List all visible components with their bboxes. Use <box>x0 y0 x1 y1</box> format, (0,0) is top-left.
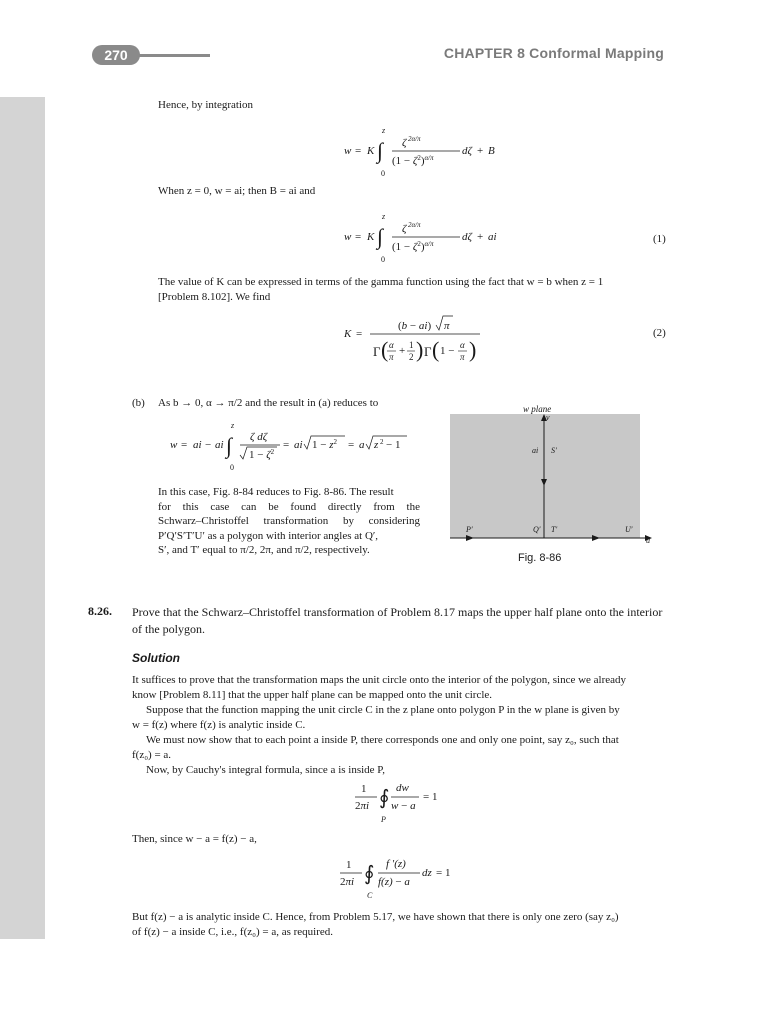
svg-text:π: π <box>444 320 450 332</box>
chapter-title: CHAPTER 8 Conformal Mapping <box>443 45 664 61</box>
svg-text:(1 − ζ2)α/π: $(1 - \zeta^2)^{\alpha/\pi}$ <box>392 240 434 253</box>
figure-P-label: P′ <box>466 525 473 534</box>
svg-text:1: 1 <box>409 340 414 350</box>
equation-cauchy <box>355 778 465 826</box>
part-b-intro: As b → 0, α → π/2 and the result in (a) reduces to <box>158 397 379 409</box>
svg-text:α: α <box>389 340 394 350</box>
page-number-badge: 270 <box>92 45 140 65</box>
svg-text:∫: ∫ <box>377 224 384 249</box>
svg-text:+: + <box>477 145 484 157</box>
svg-text:π: π <box>389 352 394 362</box>
svg-text:α: α <box>460 340 465 350</box>
svg-text:K: K <box>367 231 375 243</box>
svg-text:2α/π: 2α/π <box>408 135 421 143</box>
svg-text:− 1: − 1 <box>386 439 401 451</box>
svg-text:2: 2 <box>380 438 384 446</box>
svg-text:= 1: = 1 <box>423 791 438 803</box>
solution-p4: Now, by Cauchy's integral formula, since a is inside P, <box>146 764 385 776</box>
svg-text:f(z) − a: f(z) − a <box>378 876 410 888</box>
svg-text:+: + <box>477 231 484 243</box>
svg-text:ai: ai <box>193 439 202 451</box>
solution-p1-line2: know [Problem 8.11] that the upper half plane can be mapped onto the unit circle. <box>132 689 493 701</box>
equation-part-b <box>170 420 420 474</box>
svg-text:−: − <box>205 439 212 451</box>
text-by-integration: Hence, by integration <box>158 99 253 111</box>
svg-text:=: = <box>356 328 363 340</box>
solution-p3-line1: We must now show that to each point a inside P, there corresponds one and only one point, say z₀, such that <box>146 734 619 746</box>
solution-last-line1: But f(z) − a is analytic inside C. Hence, from Problem 5.17, we have shown that there is only one zero (say z₀) <box>132 911 619 923</box>
text-gamma-line-2: [Problem 8.102]. We find <box>158 291 271 303</box>
part-b-line: S′, and T′ equal to π/2, 2π, and π/2, respectively. <box>158 544 370 556</box>
solution-p1-line1: It suffices to prove that the transformation maps the unit circle onto the interior of the polygon, since we already <box>132 674 627 686</box>
svg-text:+: + <box>399 345 406 357</box>
svg-text:∫: ∫ <box>377 138 384 163</box>
svg-text:w: w <box>344 145 352 157</box>
svg-text:dζ: dζ <box>462 231 472 243</box>
svg-text:ai: ai <box>488 231 497 243</box>
svg-text:C: C <box>367 891 373 900</box>
equation-1-label: (1) <box>653 233 666 245</box>
arrow-t-segment <box>592 535 600 541</box>
svg-text:f ′(z): f ′(z) <box>386 858 406 870</box>
svg-text:dz: dz <box>422 867 432 879</box>
figure-u-axis-label: u <box>646 536 650 545</box>
solution-p3-line2: f(z₀) = a. <box>132 749 172 761</box>
svg-text:a: a <box>359 439 365 451</box>
problem-number: 8.26. <box>88 604 112 618</box>
svg-text:2πi: 2πi <box>355 800 370 812</box>
svg-text:= 1: = 1 <box>436 867 451 879</box>
svg-text:ζ dζ: ζ dζ <box>250 431 268 443</box>
solution-p2-line2: w = f(z) where f(z) is analytic inside C. <box>132 719 306 731</box>
svg-text:): ) <box>416 337 424 362</box>
equation-argument <box>340 852 470 900</box>
figure-ai-label: ai <box>532 446 539 455</box>
part-b-line: In this case, Fig. 8-84 reduces to Fig. 8-86. The result <box>158 486 394 498</box>
part-b-line: P′Q′S′T′U′ as a polygon with interior angles at Q′, <box>158 529 379 542</box>
svg-text:0: 0 <box>381 169 385 178</box>
page-side-band <box>0 97 45 939</box>
svg-text:ai: ai <box>294 439 303 451</box>
svg-text:1 − z2: $1 - z^2$ <box>312 438 337 451</box>
svg-text:π: π <box>460 352 465 362</box>
svg-text:∫: ∫ <box>226 433 233 458</box>
solution-p2-line1: Suppose that the function mapping the unit circle C in the z plane onto polygon P in the w plane is given by <box>146 704 620 716</box>
svg-text:ζ: ζ <box>402 137 407 149</box>
svg-text:(1 − ζ2)α/π: $(1 - \zeta^2)^{\alpha/\pi}$ <box>392 154 434 167</box>
svg-text:∮: ∮ <box>379 787 390 809</box>
svg-text:w: w <box>344 231 352 243</box>
text-gamma-line-1: The value of K can be expressed in terms of the gamma function using the fact that w = b when z = 1 <box>158 276 604 288</box>
svg-text:z: z <box>382 126 386 135</box>
svg-text:=: = <box>355 145 362 157</box>
solution-then: Then, since w − a = f(z) − a, <box>132 833 257 845</box>
svg-text:0: 0 <box>230 463 234 472</box>
solution-last-line2: of f(z) − a inside C, i.e., f(z₀) = a, as required. <box>132 926 334 938</box>
svg-text:K: K <box>344 328 352 340</box>
svg-text:=: = <box>283 439 290 451</box>
svg-text:∮: ∮ <box>364 863 375 885</box>
header-rule <box>130 54 210 57</box>
svg-text:w − a: w − a <box>391 800 416 812</box>
svg-text:1 − ζ2: $1 - \zeta^2$ <box>249 448 275 461</box>
part-b-label: (b) <box>132 397 145 409</box>
text-when-z-zero: When z = 0, w = ai; then B = ai and <box>158 185 316 197</box>
figure-v-axis-label: v <box>546 413 550 422</box>
svg-text:ζ: ζ <box>402 223 407 235</box>
svg-text:2α/π: 2α/π <box>408 221 421 229</box>
svg-text:0: 0 <box>381 255 385 264</box>
equation-2 <box>340 312 500 372</box>
svg-text:z: z <box>374 439 379 451</box>
svg-text:=: = <box>348 439 355 451</box>
figure-T-label: T′ <box>551 525 558 534</box>
svg-text:=: = <box>181 439 188 451</box>
svg-text:1: 1 <box>346 859 352 871</box>
figure-S-label: S′ <box>551 446 557 455</box>
figure-plane-label: w plane <box>523 404 552 414</box>
svg-text:K: K <box>367 145 375 157</box>
solution-heading: Solution <box>132 651 180 665</box>
part-b-paragraph <box>158 485 420 558</box>
svg-text:dζ: dζ <box>462 145 472 157</box>
equation-2-label: (2) <box>653 327 666 339</box>
svg-text:z: z <box>382 212 386 221</box>
svg-text:2πi: 2πi <box>340 876 355 888</box>
part-b-line: Schwarz–Christoffel transformation by considering <box>158 515 420 527</box>
equation-w-integral-B <box>340 124 520 178</box>
svg-text:ai: ai <box>215 439 224 451</box>
svg-text:dw: dw <box>396 782 409 794</box>
svg-text:): ) <box>469 337 477 362</box>
problem-statement: Prove that the Schwarz–Christoffel transformation of Problem 8.17 maps the upper half plane onto the interior of the polygon. <box>132 605 663 636</box>
svg-text:z: z <box>231 421 235 430</box>
svg-text:B: B <box>488 145 495 157</box>
svg-text:2: 2 <box>409 352 414 362</box>
svg-text:(: ( <box>381 337 389 362</box>
equation-1 <box>340 210 520 264</box>
figure-U-label: U′ <box>625 525 633 534</box>
svg-text:w: w <box>170 439 178 451</box>
svg-text:Γ: Γ <box>424 344 432 359</box>
svg-text:(b − ai): (b − ai) <box>398 320 432 332</box>
svg-text:1: 1 <box>361 783 367 795</box>
arrow-down-segment <box>541 479 547 486</box>
svg-text:1 −: 1 − <box>440 345 455 357</box>
arrow-p-segment <box>466 535 474 541</box>
svg-text:(: ( <box>432 337 440 362</box>
svg-text:=: = <box>355 231 362 243</box>
figure-caption: Fig. 8-86 <box>518 552 562 564</box>
part-b-line: for this case can be found directly from the <box>158 500 420 513</box>
svg-text:P: P <box>381 815 386 824</box>
figure-Q-label: Q′ <box>533 525 541 534</box>
svg-text:Γ: Γ <box>373 344 381 359</box>
